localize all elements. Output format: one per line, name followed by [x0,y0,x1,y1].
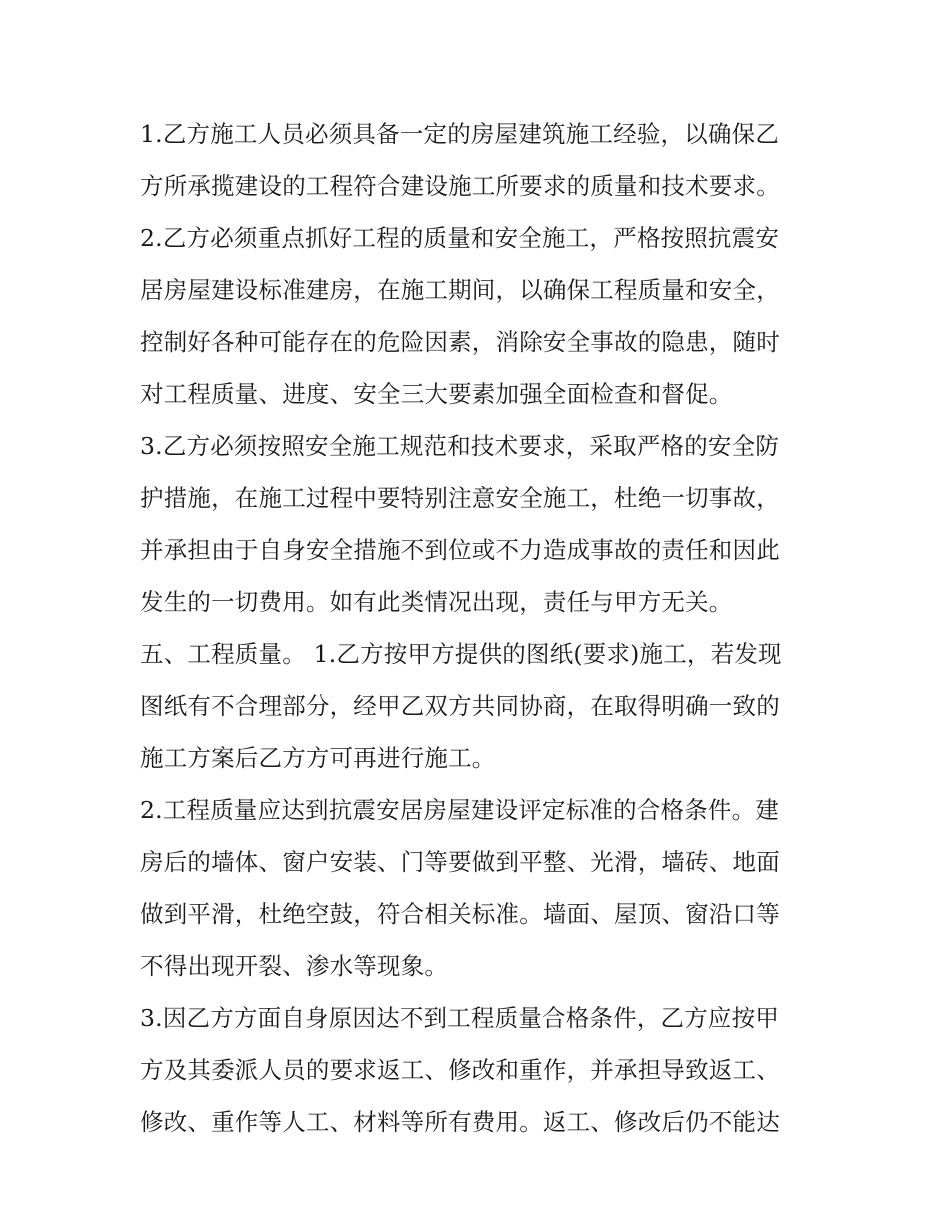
text-line: 并承担由于自身安全措施不到位或不力造成事故的责任和因此 [140,536,780,564]
document-body [140,108,820,1148]
text-line: 1.乙方施工人员必须具备一定的房屋建筑施工经验，以确保乙 [140,120,780,148]
text-line: 不得出现开裂、渗水等现象。 [140,952,449,980]
text-line: 控制好各种可能存在的危险因素，消除安全事故的隐患，随时 [140,328,780,356]
text-line: 2.工程质量应达到抗震安居房屋建设评定标准的合格条件。建 [140,796,780,824]
text-line: 房后的墙体、窗户安装、门等要做到平整、光滑，墙砖、地面 [140,848,780,876]
text-line: 对工程质量、进度、安全三大要素加强全面检查和督促。 [140,380,733,408]
text-line: 3.乙方必须按照安全施工规范和技术要求，采取严格的安全防 [140,432,780,460]
text-line: 护措施，在施工过程中要特别注意安全施工，杜绝一切事故， [140,484,780,512]
text-line: 方及其委派人员的要求返工、修改和重作，并承担导致返工、 [140,1056,780,1084]
text-line: 修改、重作等人工、材料等所有费用。返工、修改后仍不能达 [140,1108,780,1136]
text-line: 做到平滑，杜绝空鼓，符合相关标准。墙面、屋顶、窗沿口等 [140,900,780,928]
text-line: 3.因乙方方面自身原因达不到工程质量合格条件，乙方应按甲 [140,1004,780,1032]
text-line: 方所承揽建设的工程符合建设施工所要求的质量和技术要求。 [140,172,780,200]
text-line: 图纸有不合理部分，经甲乙双方共同协商，在取得明确一致的 [140,692,780,720]
text-line: 施工方案后乙方方可再进行施工。 [140,744,496,772]
text-line: 居房屋建设标准建房，在施工期间，以确保工程质量和安全， [140,276,780,304]
section-heading-line: 五、工程质量。 1.乙方按甲方提供的图纸(要求)施工，若发现 [140,640,782,668]
text-line: 发生的一切费用。如有此类情况出现，责任与甲方无关。 [140,588,733,616]
text-line: 2.乙方必须重点抓好工程的质量和安全施工，严格按照抗震安 [140,224,780,252]
